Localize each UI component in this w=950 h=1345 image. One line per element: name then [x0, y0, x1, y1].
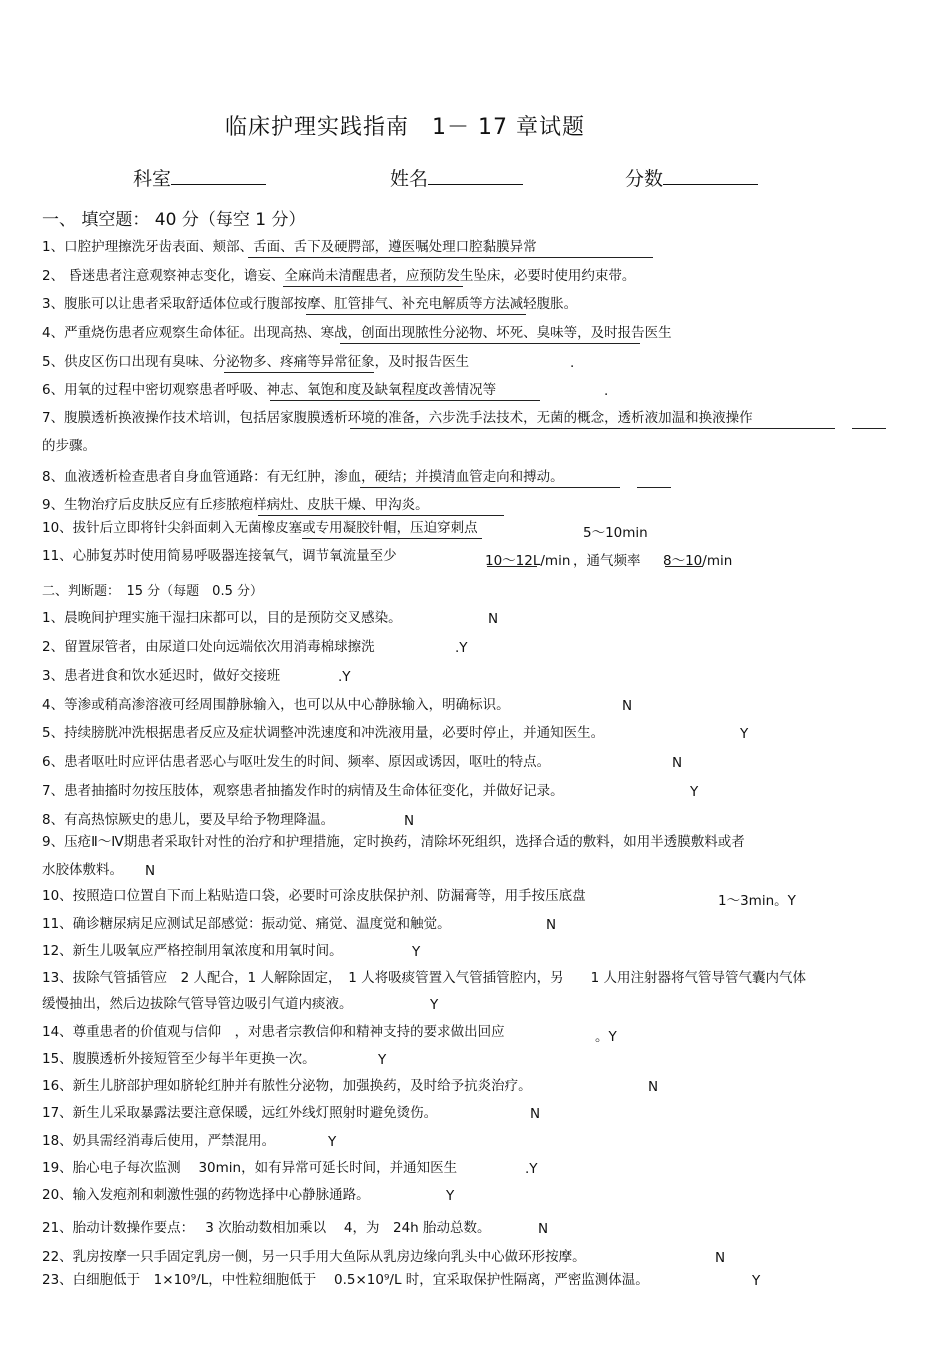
judge-item: 23、白细胞低于 1×10⁹/L，中性粒细胞低于 0.5×10⁹/L 时，宜采取保护性隔离，严密监测体温。	[42, 1272, 649, 1288]
answer-underline	[665, 565, 703, 567]
judge-item: 20、输入发疱剂和刺激性强的药物选择中心静脉通路。	[42, 1187, 370, 1203]
judge-item: 水胶体敷料。	[42, 862, 123, 878]
judge-answer: .Y	[525, 1161, 538, 1177]
judge-answer: N	[145, 863, 156, 879]
fill-item: 11、心肺复苏时使用简易呼吸器连接氧气，调节氧流量至少	[42, 548, 397, 564]
judge-answer: .Y	[455, 640, 468, 656]
judge-item: 21、胎动计数操作要点： 3 次胎动数相加乘以 4，为 24h 胎动总数。	[42, 1220, 491, 1236]
answer-underline	[637, 486, 671, 488]
judge-item: 16、新生儿脐部护理如脐轮红肿并有脓性分泌物，加强换药，及时给予抗炎治疗。	[42, 1078, 532, 1094]
judge-answer: N	[530, 1106, 541, 1122]
name-blank[interactable]	[428, 166, 523, 185]
score-field	[625, 164, 758, 191]
answer-underline	[852, 427, 886, 429]
score-label: 分数	[625, 168, 664, 190]
judge-item: 12、新生儿吸氧应严格控制用氧浓度和用氧时间。	[42, 943, 343, 959]
fill-item: 8、血液透析检查患者自身血管通路：有无红肿，渗血，硬结；并摸清血管走向和搏动。	[42, 469, 564, 485]
fill-item: 3、腹胀可以让患者采取舒适体位或行腹部按摩、肛管排气、补充电解质等方法减轻腹胀。	[42, 296, 578, 312]
answer-underline	[224, 371, 374, 373]
judge-item: 7、患者抽搐时勿按压肢体，观察患者抽搐发作时的病情及生命体征变化，并做好记录。	[42, 783, 564, 799]
item11-mid: ，通气频率	[573, 553, 641, 569]
fill-item: 9、生物治疗后皮肤反应有丘疹脓疱样病灶、皮肤干燥、甲沟炎。	[42, 497, 429, 513]
judge-item: 17、新生儿采取暴露法要注意保暖，远红外线灯照射时避免烫伤。	[42, 1105, 438, 1121]
judge-answer: Y	[446, 1188, 455, 1204]
judge-item: 10、按照造口位置自下而上粘贴造口袋，必要时可涂皮肤保护剂、防漏膏等，用手按压底盘	[42, 888, 586, 904]
judge-answer: N	[404, 813, 415, 829]
judge-item: 15、腹膜透析外接短管至少每半年更换一次。	[42, 1051, 316, 1067]
answer-underline	[302, 537, 482, 539]
name-label: 姓名	[390, 168, 429, 190]
answer-underline	[487, 565, 537, 567]
judge-item: 11、确诊糖尿病足应测试足部感觉：振动觉、痛觉、温度觉和触觉。	[42, 916, 451, 932]
judge-answer: N	[715, 1250, 726, 1266]
judge-item: 13、拔除气管插管应 2 人配合，1 人解除固定， 1 人将吸痰管置入气管插管腔内，另 1 人用注射器将气管导管气囊内气体	[42, 970, 806, 986]
answer-underline	[306, 313, 526, 315]
fill-item: 5、供皮区伤口出现有臭味、分泌物多、疼痛等异常征象，及时报告医生	[42, 354, 470, 370]
fill-item: 的步骤。	[42, 438, 96, 454]
answer-underline	[360, 486, 620, 488]
answer-underline	[283, 285, 463, 287]
answer-underline	[270, 399, 540, 401]
fill-item: 1、口腔护理擦洗牙齿表面、颊部、舌面、舌下及硬腭部，遵医嘱处理口腔黏膜异常	[42, 239, 537, 255]
judge-item: 14、尊重患者的价值观与信仰 ，对患者宗教信仰和精神支持的要求做出回应	[42, 1024, 505, 1040]
judge-item: 3、患者进食和饮水延迟时，做好交接班	[42, 668, 281, 684]
judge-item: 8、有高热惊厥史的患儿，要及早给予物理降温。	[42, 812, 335, 828]
judge-item: 18、奶具需经消毒后使用，严禁混用。	[42, 1133, 276, 1149]
item10-value: 5～10min	[583, 525, 648, 541]
answer-underline	[340, 342, 640, 344]
judge-answer: N	[488, 611, 499, 627]
fill-item: 6、用氧的过程中密切观察患者呼吸、神志、氧饱和度及缺氧程度改善情况等	[42, 382, 497, 398]
trailing-dot: .	[604, 383, 609, 399]
judge-answer: N	[538, 1221, 549, 1237]
judge-item: 19、胎心电子每次监测 30min，如有异常可延长时间，并通知医生	[42, 1160, 458, 1176]
judge-item: 22、乳房按摩一只手固定乳房一侧，另一只手用大鱼际从乳房边缘向乳头中心做环形按摩。	[42, 1249, 586, 1265]
trailing-dot: .	[570, 355, 575, 371]
item11-flow: 10～12L/min	[485, 553, 571, 569]
judge-answer: 。Y	[595, 1029, 617, 1045]
answer-underline	[350, 427, 835, 429]
judge-answer: Y	[430, 997, 439, 1013]
judge-item: 2、留置尿管者，由尿道口处向远端依次用消毒棉球擦洗	[42, 639, 375, 655]
judge-answer: N	[672, 755, 683, 771]
judge-answer: Y	[328, 1134, 337, 1150]
judge-item: 缓慢抽出，然后边拔除气管导管边吸引气道内痰液。	[42, 996, 353, 1012]
judge-answer: Y	[690, 784, 699, 800]
item11-rate: 8～10/min	[663, 553, 733, 569]
judge-item: 6、患者呕吐时应评估患者恶心与呕吐发生的时间、频率、原因或诱因，呕吐的特点。	[42, 754, 551, 770]
dept-blank[interactable]	[171, 166, 266, 185]
header-fields	[0, 164, 950, 194]
judge-item: 9、压疮Ⅱ～Ⅳ期患者采取针对性的治疗和护理措施，定时换药，清除坏死组织，选择合适的敷料，如用半透膜敷料或者	[42, 834, 745, 850]
judge-answer: N	[622, 698, 633, 714]
judge-answer: Y	[740, 726, 749, 742]
judge-item: 1、晨晚间护理实施干湿扫床都可以，目的是预防交叉感染。	[42, 610, 402, 626]
judge-answer: .Y	[338, 669, 351, 685]
judge-answer: N	[546, 917, 557, 933]
judge-answer: Y	[412, 944, 421, 960]
name-field	[390, 164, 523, 191]
judge-answer: Y	[378, 1052, 387, 1068]
judge-item: 5、持续膀胱冲洗根据患者反应及症状调整冲洗速度和冲洗液用量，必要时停止，并通知医生。	[42, 725, 605, 741]
score-blank[interactable]	[663, 166, 758, 185]
judge-item: 4、等渗或稍高渗溶液可经周围静脉输入，也可以从中心静脉输入，明确标识。	[42, 697, 510, 713]
judge-answer: N	[648, 1079, 659, 1095]
judge-answer: 1～3min。Y	[718, 893, 796, 909]
dept-label: 科室	[133, 168, 172, 190]
fill-item: 4、严重烧伤患者应观察生命体征。出现高热、寒战，创面出现脓性分泌物、坏死、臭味等，及时报告医生	[42, 325, 672, 341]
fill-item: 7、腹膜透析换液操作技术培训，包括居家腹膜透析环境的准备，六步洗手法技术，无菌的概念，透析液加温和换液操作	[42, 410, 753, 426]
dept-field	[133, 164, 266, 191]
judge-answer: Y	[752, 1273, 761, 1289]
fill-item: 10、拔针后立即将针尖斜面刺入无菌橡皮塞或专用凝胶针帽，压迫穿刺点	[42, 520, 478, 536]
answer-underline	[248, 256, 653, 258]
section1-heading: 一、 填空题： 40 分（每空 1 分）	[42, 210, 306, 230]
section2-heading: 二、判断题： 15 分（每题 0.5 分）	[42, 584, 263, 599]
fill-item: 2、 昏迷患者注意观察神志变化，谵妄、全麻尚未清醒患者，应预防发生坠床，必要时使用约束带。	[42, 268, 636, 284]
page-title: 临床护理实践指南 1－ 17 章试题	[225, 115, 585, 140]
